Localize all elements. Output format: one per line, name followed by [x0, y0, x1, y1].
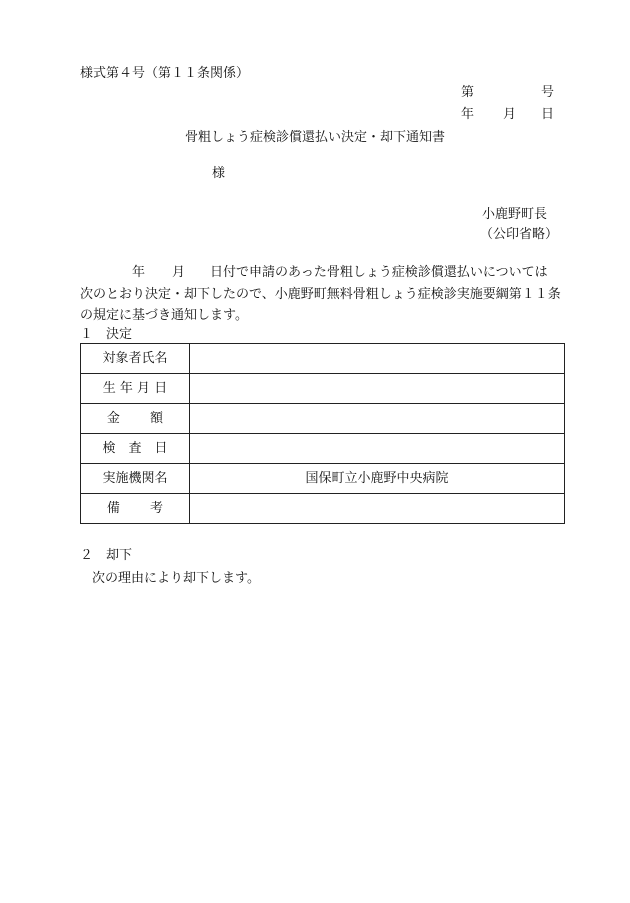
date-day-label: 日 — [541, 107, 555, 122]
row-label-exam-date: 検 査 日 — [81, 434, 190, 464]
recipient-honorific: 様 — [212, 166, 226, 181]
date-year-label: 年 — [461, 107, 475, 122]
document-number-prefix: 第 — [461, 85, 475, 100]
form-number: 様式第４号（第１１条関係） — [80, 66, 250, 81]
table-row — [81, 434, 565, 464]
section-1-number: １ — [80, 327, 94, 342]
table-row — [81, 404, 565, 434]
body-month-label: 月 — [172, 265, 186, 280]
row-label-subject-name: 対象者氏名 — [81, 344, 190, 374]
document-number-suffix: 号 — [541, 85, 555, 100]
table-row — [81, 374, 565, 404]
row-value-birth-date — [190, 374, 565, 404]
table-row — [81, 344, 565, 374]
body-year-label: 年 — [132, 265, 146, 280]
row-label-institution: 実施機関名 — [81, 464, 190, 494]
section-2-title: 却下 — [106, 548, 133, 563]
row-value-institution: 国保町立小鹿野中央病院 — [190, 464, 565, 494]
body-line-2: 次のとおり決定・却下したので、小鹿野町無料骨粗しょう症検診実施要綱第１１条 — [80, 287, 561, 302]
row-value-exam-date — [190, 434, 565, 464]
row-value-amount — [190, 404, 565, 434]
rejection-reason-text: 次の理由により却下します。 — [92, 571, 260, 586]
row-value-remarks — [190, 494, 565, 524]
decision-table — [80, 343, 565, 524]
section-1-title: 決定 — [106, 327, 133, 342]
document-title: 骨粗しょう症検診償還払い決定・却下通知書 — [184, 130, 445, 145]
seal-omitted-note: （公印省略） — [480, 227, 559, 242]
date-month-label: 月 — [503, 107, 517, 122]
table-row — [81, 464, 565, 494]
body-line-3: の規定に基づき通知します。 — [80, 308, 248, 323]
row-label-birth-date: 生 年 月 日 — [81, 374, 190, 404]
row-label-remarks: 備 考 — [81, 494, 190, 524]
issuer-name: 小鹿野町長 — [482, 207, 548, 222]
table-row — [81, 494, 565, 524]
row-label-amount: 金 額 — [81, 404, 190, 434]
body-line-1-text: 日付で申請のあった骨粗しょう症検診償還払いについては — [210, 265, 548, 280]
row-value-subject-name — [190, 344, 565, 374]
section-2-number: ２ — [80, 548, 94, 563]
